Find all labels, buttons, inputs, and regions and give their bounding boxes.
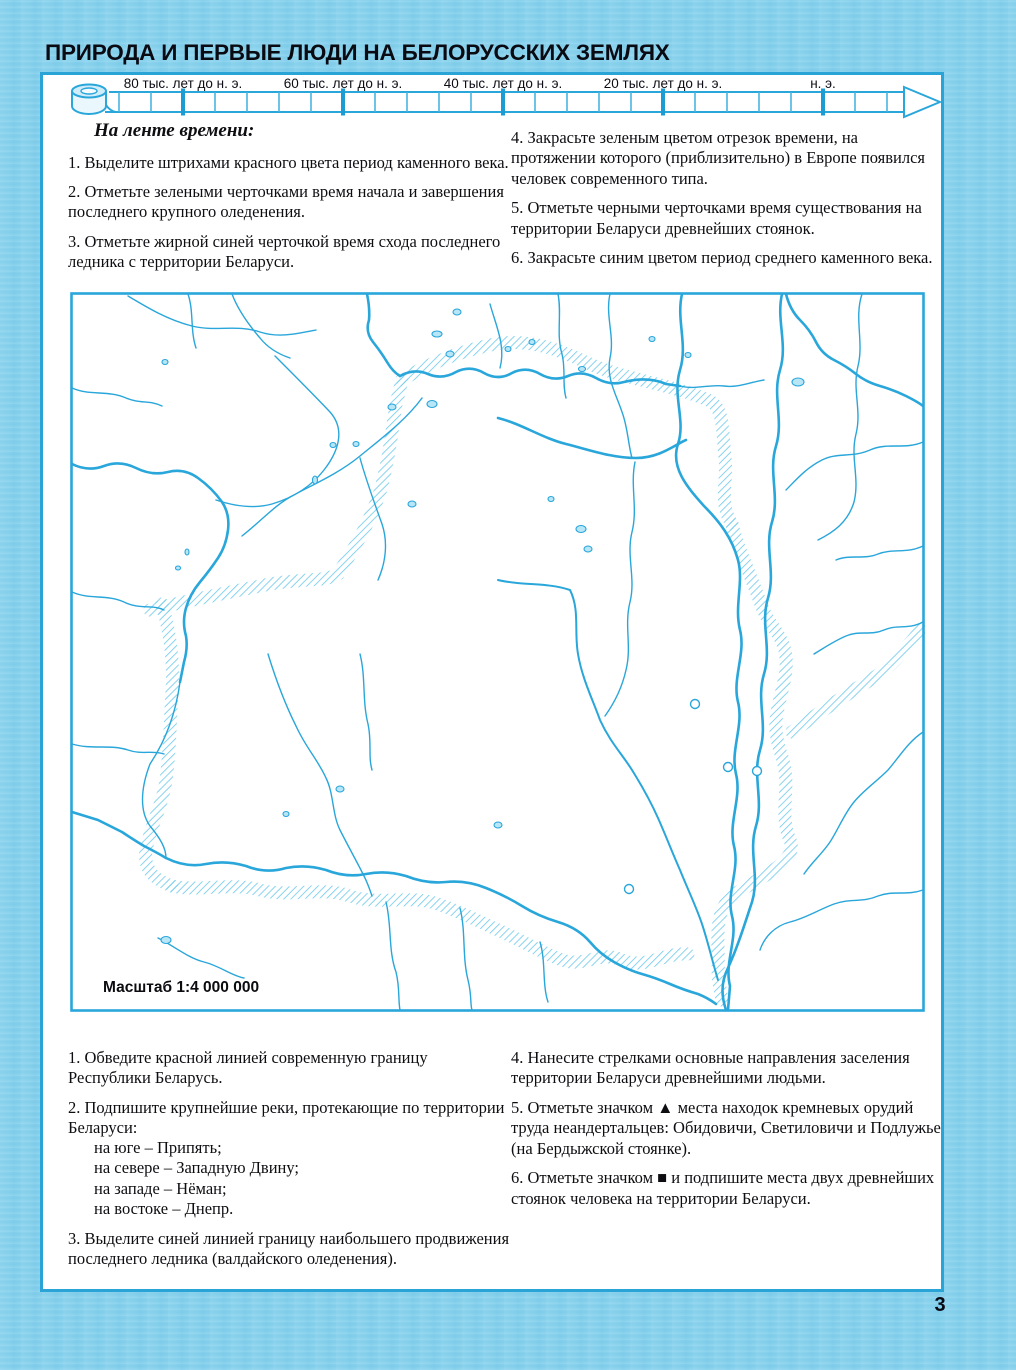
- task-bottom-5: 5. Отметьте значком ▲ места находок кремневых орудий труда неандертальцев: Обидовичи, Светиловичи и Подлужье (на Бердыжской стоянке).: [511, 1097, 941, 1158]
- major-rivers: [72, 294, 923, 1010]
- settlement-circles: [625, 700, 762, 894]
- river-line-east: на востоке – Днепр.: [94, 1199, 234, 1219]
- timeline-scroll-icon: [72, 85, 116, 115]
- task-bottom-3: 3. Выделите синей линией границу наибольшего продвижения последнего ледника (валдайского оледенения).: [68, 1228, 510, 1269]
- tasks-bottom-left-column: [68, 1048, 510, 1279]
- contour-map-graphic: [70, 292, 925, 1012]
- timeline-tasks-heading: На ленте времени:: [94, 120, 255, 141]
- timeline-label-ce: н. э.: [810, 76, 836, 91]
- timeline-label-80k: 80 тыс. лет до н. э.: [123, 76, 243, 91]
- map-scale-label: Масштаб 1:4 000 000: [103, 979, 260, 996]
- tasks-top-left-column: [68, 119, 510, 282]
- map-border: [72, 294, 924, 1011]
- page-number: 3: [934, 1294, 946, 1316]
- timeline-label-40k: 40 тыс. лет до н. э.: [443, 76, 563, 91]
- timeline-arrow-icon: [904, 87, 940, 117]
- task-top-3: 3. Отметьте жирной синей черточкой время схода последнего ледника с территории Беларуси.: [68, 231, 501, 272]
- task-bottom-4: 4. Нанесите стрелками основные направления заселения территории Беларуси древнейшими людьми.: [511, 1048, 910, 1088]
- timeline-label-20k: 20 тыс. лет до н. э.: [603, 76, 723, 91]
- river-line-south: на юге – Припять;: [94, 1137, 222, 1157]
- medium-rivers: [498, 580, 718, 980]
- page-title: ПРИРОДА И ПЕРВЫЕ ЛЮДИ НА БЕЛОРУССКИХ ЗЕМЛЯХ: [45, 40, 670, 65]
- task-top-5: 5. Отметьте черными черточками время существования на территории Беларуси древнейших стоянок.: [511, 198, 922, 238]
- timeline-label-60k: 60 тыс. лет до н. э.: [283, 76, 403, 91]
- task-top-1: 1. Выделите штрихами красного цвета период каменного века.: [68, 152, 509, 172]
- river-line-north: на севере – Западную Двину;: [94, 1158, 299, 1178]
- task-top-6: 6. Закрасьте синим цветом период среднего каменного века.: [511, 248, 933, 268]
- minor-rivers: [72, 294, 923, 1010]
- tasks-top-right-column: [511, 128, 945, 278]
- content-box: [40, 72, 944, 1292]
- task-bottom-6: 6. Отметьте значком ■ и подпишите места двух древнейших стоянок человека на территории Беларуси.: [511, 1168, 935, 1208]
- rivers-list: [68, 1138, 510, 1220]
- river-line-west: на западе – Нёман;: [94, 1178, 227, 1198]
- task-bottom-2: 2. Подпишите крупнейшие реки, протекающие по территории Беларуси:: [68, 1097, 505, 1138]
- task-top-4: 4. Закрасьте зеленым цветом отрезок времени, на протяжении которого (приблизительно) в Европе появился человек современного типа.: [511, 128, 925, 188]
- tasks-bottom-right-column: [511, 1048, 947, 1218]
- task-top-2: 2. Отметьте зелеными черточками время начала и завершения последнего крупного оледенения.: [68, 182, 504, 222]
- contour-map: [70, 292, 925, 1012]
- task-bottom-1: 1. Обведите красной линией современную границу Республики Беларусь.: [68, 1048, 428, 1088]
- glacial-hatching-bands: [146, 342, 923, 1000]
